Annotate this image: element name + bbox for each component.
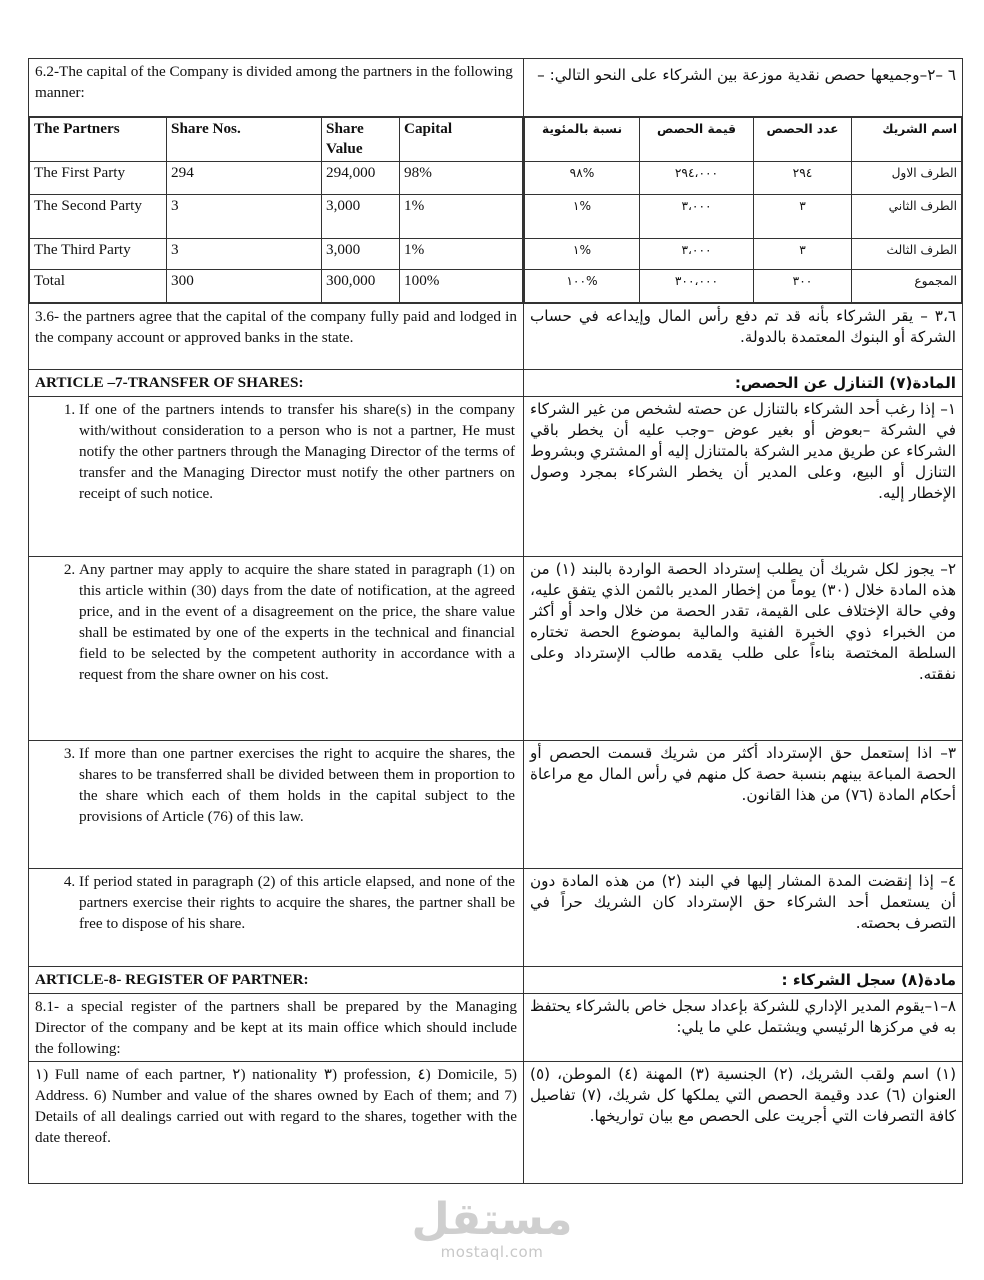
- sec62-en-text: 6.2-The capital of the Company is divided among the partners in the following manner:: [35, 63, 513, 101]
- art7-item3-en: [29, 741, 524, 869]
- sec62-ar-text: ٦ –٢–وجميعها حصص نقدية موزعة بين الشركاء على النحو التالي: –: [537, 66, 956, 84]
- cell-share-value: ٢٩٤،٠٠٠: [640, 162, 754, 195]
- art8-p2-ar: [524, 1062, 963, 1184]
- art8-p2-ar-text: (١) اسم ولقب الشريك، (٢) الجنسية (٣) المهنة (٤) الموطن، (٥) العنوان (٦) عدد وقيمة الحصص التي يملكها كل شريك، (٧) تفاصيل كافة التصرفات التي أجريت على الحصص مع بيان تواريخها.: [530, 1065, 957, 1125]
- cell-capital: %١٠٠: [525, 270, 640, 303]
- sec36-ar: [524, 304, 963, 370]
- cell-capital: 98%: [400, 162, 523, 195]
- cell-capital: 1%: [400, 195, 523, 239]
- art8-p1-en: [29, 994, 524, 1062]
- table-row-total: [30, 270, 523, 303]
- cell-share-value: 300,000: [322, 270, 400, 303]
- table-row: [30, 162, 523, 195]
- art7-item1-en: [29, 397, 524, 557]
- art7-item4-ar: [524, 869, 963, 967]
- cell-partner: The First Party: [30, 162, 167, 195]
- cell-partner: الطرف الثاني: [852, 195, 962, 239]
- art7-item3-ar-text: ٣– اذا إستعمل حق الإسترداد أكثر من شريك قسمت الحصص أو الحصة المباعة بينهم بنسبة حصة كل منهم في رأس المال مع مراعاة أحكام المادة (٧٦) من هذا القانون.: [530, 744, 956, 804]
- cell-capital: 1%: [400, 239, 523, 270]
- table-row: [525, 162, 962, 195]
- cell-share-nos: 3: [167, 195, 322, 239]
- sec36-en-text: 3.6- the partners agree that the capital of the company fully paid and lodged in the company account or approved banks in the state.: [35, 308, 517, 346]
- cell-share-value: ٣،٠٠٠: [640, 239, 754, 270]
- cell-share-value: ٣٠٠،٠٠٠: [640, 270, 754, 303]
- art7-item4-en: [29, 869, 524, 967]
- sec36-ar-text: ٣،٦ – يقر الشركاء بأنه قد تم دفع رأس المال وإيداعه في حساب الشركة أو البنوك المعتمدة بالدولة.: [530, 307, 956, 346]
- cell-partner: The Third Party: [30, 239, 167, 270]
- cell-capital: %١: [525, 195, 640, 239]
- list-item: 3. If more than one partner exercises the right to acquire the shares, the shares to be transferred shall be divided between them in proportion to the share which each of them holds in the capital subject to the provisions of Article (76) of this law.: [79, 743, 517, 827]
- table-row: [30, 195, 523, 239]
- cell-capital: %٩٨: [525, 162, 640, 195]
- header-share-count-ar: عدد الحصص: [754, 118, 852, 162]
- art8-p1-ar-text: ٨–١–يقوم المدير الإداري للشركة بإعداد سجل خاص بالشركاء يحتفظ به في مركزها الرئيسي ويشتمل علي ما يلي:: [530, 997, 956, 1036]
- cell-share-nos: ٣: [754, 195, 852, 239]
- sec62-en: [29, 59, 524, 117]
- header-share-nos: Share Nos.: [167, 118, 322, 162]
- table-row: [525, 239, 962, 270]
- table-row: [525, 195, 962, 239]
- art7-item4-ar-text: ٤– إذا إنقضت المدة المشار إليها في البند (٢) من هذه المادة دون أن يستعمل أحد الشركاء حق الإسترداد كان الشريك حراً في التصرف بحصته.: [530, 872, 956, 932]
- capital-table-en-inner: [29, 117, 523, 303]
- cell-partner: الطرف الثالث: [852, 239, 962, 270]
- art7-title-ar: المادة(٧) التنازل عن الحصص:: [524, 370, 963, 397]
- cell-share-value: 3,000: [322, 239, 400, 270]
- watermark: [0, 1196, 984, 1260]
- cell-capital: %١: [525, 239, 640, 270]
- header-share-value-ar: قيمة الحصص: [640, 118, 754, 162]
- art7-item2-ar-text: ٢– يجوز لكل شريك أن يطلب إسترداد الحصة الواردة بالبند (١) من هذه المادة خلال (٣٠) يوماً من إخطار المدير بالثمن الذي يتفق عليه، وفي حالة الإختلاف على القيمة، تقدر الحصة من خلال واحد أو أكثر من الخبراء ذوي الخبرة الفنية والمالية بموضوع الحصة تختاره السلطة المختصة بناءاً على طلب يقدمه طالب الإسترداد وعلى نفقته.: [530, 560, 957, 683]
- header-percent-ar: نسبة بالمئوية: [525, 118, 640, 162]
- cell-share-nos: 300: [167, 270, 322, 303]
- contract-table: [28, 58, 963, 1184]
- capital-table-en: [29, 117, 524, 304]
- art8-p2-en: [29, 1062, 524, 1184]
- capital-header-row-ar: [525, 118, 962, 162]
- art7-item2-en: [29, 557, 524, 741]
- cell-share-nos: ٣٠٠: [754, 270, 852, 303]
- cell-partner: Total: [30, 270, 167, 303]
- art8-p1-ar: [524, 994, 963, 1062]
- cell-partner: المجموع: [852, 270, 962, 303]
- art8-p1-en-text: 8.1- a special register of the partners shall be prepared by the Managing Director of the company and be kept at its main office which should include the following:: [35, 998, 517, 1057]
- list-item: 2. Any partner may apply to acquire the share stated in paragraph (1) on this article within (30) days from the date of notification, at the agreed price, and in the event of a disagreement on the price, the share value shall be estimated by one of the experts in the technical and financial field to be selected by the competent authority in accordance with a request from the share owner on his cost.: [79, 559, 517, 685]
- art7-item3-ar: [524, 741, 963, 869]
- capital-table-ar-inner: [524, 117, 962, 303]
- table-row-total: [525, 270, 962, 303]
- header-share-value: Share Value: [322, 118, 400, 162]
- art8-title-en: ARTICLE-8- REGISTER OF PARTNER:: [29, 967, 524, 994]
- cell-share-value: 3,000: [322, 195, 400, 239]
- cell-share-nos: ٣: [754, 239, 852, 270]
- cell-share-nos: ٢٩٤: [754, 162, 852, 195]
- watermark-logo: مستقل: [411, 1194, 573, 1245]
- art7-item1-ar-text: ١– إذا رغب أحد الشركاء بالتنازل عن حصته لشخص من غير الشركاء في الشركة –بعوض أو بغير عوض –وجب عليه أن يخطر باقي الشركاء عن طريق مدير الشركة بالمتنازل إليه أو المشتري وبشروط التنازل أو البيع، وعلى المدير أن يخطر الشركاء بمجرد وصول الإخطار إليه.: [530, 400, 956, 502]
- art7-title-en: ARTICLE –7-TRANSFER OF SHARES:: [29, 370, 524, 397]
- sec62-ar: [524, 59, 963, 117]
- art7-item1-ar: [524, 397, 963, 557]
- header-partners: The Partners: [30, 118, 167, 162]
- header-partner-name-ar: اسم الشريك: [852, 118, 962, 162]
- table-row: [30, 239, 523, 270]
- watermark-url: mostaql.com: [440, 1243, 544, 1261]
- cell-partner: The Second Party: [30, 195, 167, 239]
- art7-item2-ar: [524, 557, 963, 741]
- capital-header-row-en: [30, 118, 523, 162]
- cell-share-value: ٣،٠٠٠: [640, 195, 754, 239]
- sec36-en: [29, 304, 524, 370]
- header-capital: Capital: [400, 118, 523, 162]
- cell-share-nos: 3: [167, 239, 322, 270]
- capital-table-ar: [524, 117, 963, 304]
- cell-share-value: 294,000: [322, 162, 400, 195]
- list-item: 4. If period stated in paragraph (2) of this article elapsed, and none of the partners exercise their rights to acquire the shares, the partner shall be free to dispose of his share.: [79, 871, 517, 934]
- cell-share-nos: 294: [167, 162, 322, 195]
- list-item: 1. If one of the partners intends to transfer his share(s) in the company with/without consideration to a person who is not a partner, He must notify the other partners through the Managing Director of the terms of transfer and the Managing Director must notify the other partners on receipt of such notice.: [79, 399, 517, 504]
- cell-capital: 100%: [400, 270, 523, 303]
- art8-title-ar: مادة(٨) سجل الشركاء :: [524, 967, 963, 994]
- art8-p2-en-text: ١) Full name of each partner, ٢) nationality ٣) profession, ٤) Domicile, 5) Address. 6) Number and value of the shares owned by Each of them; and 7) Details of all dealings carried out with regard to the shares, together with the date thereof.: [35, 1066, 517, 1146]
- cell-partner: الطرف الاول: [852, 162, 962, 195]
